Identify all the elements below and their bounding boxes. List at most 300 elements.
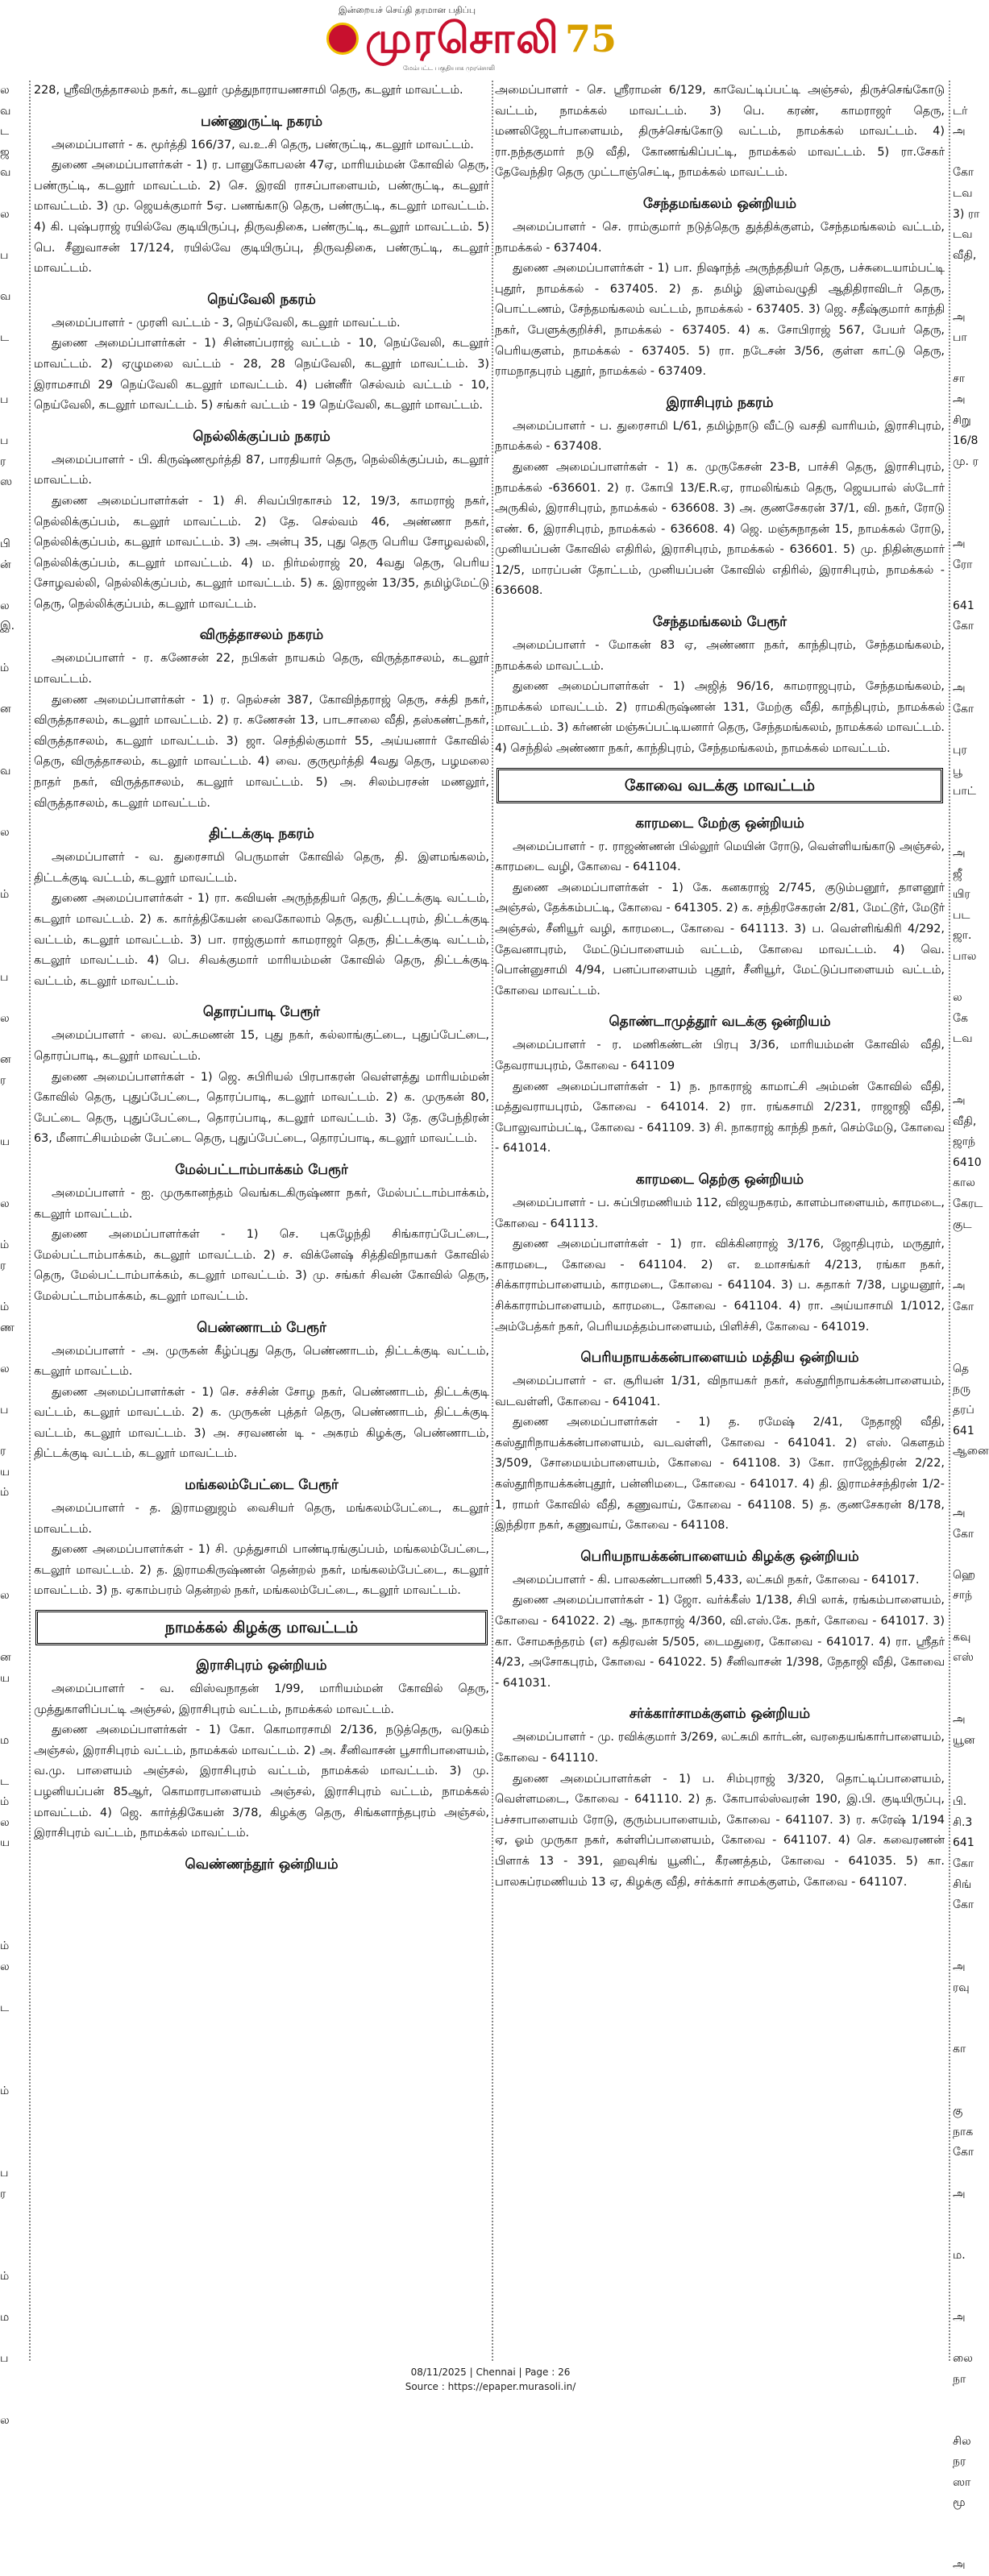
body-paragraph: துணை அமைப்பாளர்கள் - 1) ரா. கவியன் அருந்ததியர் தெரு, திட்டக்குடி வட்டம், கடலூர் மாவட்டம். 2) க. கார்த்திகேயன் வைகோலாம் தெரு, வதிட்டபுரம், திட்டக்குடி வட்டம், கடலூர் மாவட்டம். 3) பா. ராஜ்குமார் காமராஜர் தெரு, திட்டக்குடி வட்டம், கடலூர் மாவட்டம். 4) பெ. சிவக்குமார் மாரியம்மன் கோவில் தெரு, திட்டக்குடி வட்டம், கடலூர் மாவட்டம்.	[34, 892, 489, 988]
clipped-text-fragment: சிங்	[953, 1877, 972, 1891]
clipped-text-fragment: எஸ்	[953, 1651, 974, 1665]
clipped-text-fragment: வ	[0, 166, 11, 180]
footer-source-line: Source : https://epaper.murasoli.in/	[405, 2381, 576, 2392]
clipped-text-fragment: வ	[0, 104, 11, 118]
body-paragraph: அமைப்பாளர் - பி. கிருஷ்ணமூர்த்தி 87, பாரதியார் தெரு, நெல்லிக்குப்பம், கடலூர் மாவட்டம்.	[34, 453, 489, 487]
body-paragraph: அமைப்பாளர் - மோகன் 83 ஏ, அண்ணா நகர், காந்திபுரம், சேந்தமங்கலம், நாமக்கல் மாவட்டம்.	[495, 639, 945, 673]
clipped-text-fragment	[953, 513, 981, 534]
clipped-text-fragment: கவு	[953, 1630, 971, 1644]
clipped-text-fragment: கோ	[953, 702, 974, 716]
body-paragraph: துணை அமைப்பாளர்கள் - 1) ஜெ. சுபிரியல் பிரபாகரன் வெள்ளத்து மாரியம்மன் கோவில் தெரு, புதுப்பேட்டை, தொரப்பாடி, கடலூர் மாவட்டம். 2) க. முருகன் 80, பேட்டை தெரு, புதுப்பேட்டை, தொரப்பாடி, கடலூர் மாவட்டம். 3) தே. குபேந்திரன் 63, மீனாட்சியம்மன் பேட்டை தெரு, புதுப்பேட்டை, தொரப்பாடி, கடலூர் மாவட்டம்.	[34, 1070, 489, 1146]
clipped-text-fragment	[953, 1256, 981, 1277]
clipped-text-fragment	[0, 1689, 26, 1710]
clipped-text-fragment: ன்	[0, 558, 11, 571]
body-paragraph: துணை அமைப்பாளர்கள் - 1) சின்னப்பராஜ் வட்டம் - 10, நெய்வேலி, கடலூர் மாவட்டம். 2) ஏழுமலை வட்டம் - 28, 28 நெய்வேலி, கடலூர் மாவட்டம். 3) இராமசாமி 29 நெய்வேலி கடலூர் மாவட்டம். 4) பன்னீர் செல்வம் வட்டம் - 10, நெய்வேலி, கடலூர் மாவட்டம். 5) சங்கர் வட்டம் - 19 நெய்வேலி, கடலூர் மாவட்டம்.	[34, 337, 489, 413]
clipped-text-fragment: ன	[0, 1052, 11, 1066]
clipped-text-fragment	[0, 1895, 26, 1916]
column-divider	[949, 81, 950, 2361]
clipped-text-fragment	[0, 803, 26, 823]
body-paragraph: அமைப்பாளர் - கி. பாலகண்டபாணி 5,433, லட்சுமி நகர், கோவை - 641017.	[513, 1573, 920, 1587]
section-heading: சர்க்கார்சாமக்குளம் ஒன்றியம்	[629, 1706, 811, 1723]
section-heading: பெண்ணாடம் பேரூர்	[197, 1319, 326, 1336]
clipped-text-fragment: கோ	[953, 1527, 974, 1541]
clipped-text-fragment	[0, 493, 26, 514]
body-paragraph: துணை அமைப்பாளர்கள் - 1) ப. சிம்புராஜ் 3/320, தொட்டிப்பாளையம், வெள்ளமடை, கோவை - 641110. 2) த. கோபால்ஸ்வரன் 190, இ.பி. குடியிருப்பு, பச்சாபாளையம் ரோடு, குரும்பபாளையம், கோவை - 641107. 3) ர. சுரேஷ் 1/194 ஏ, ஓம் முருகா நகர், கள்ளிப்பாளையம், கோவை - 641107. 4) செ. கவைரணன் பிளாக் 13 - 391, ஹவுசிங் யூனிட், கீரணத்தம், கோவை - 641035. 5) கா. பாலசுப்ரமணியம் 13 ஏ, கிழக்கு வீதி, சர்க்கார் சாமக்குளம், கோவை - 641107.	[495, 1772, 945, 1889]
clipped-text-fragment	[0, 2039, 26, 2060]
clipped-text-fragment: ப	[0, 2166, 9, 2180]
clipped-text-fragment: ம்	[0, 1939, 10, 1953]
clipped-text-fragment: 6410	[953, 1155, 982, 1169]
clipped-text-fragment: நரு	[953, 1383, 970, 1396]
clipped-text-fragment	[953, 2288, 981, 2308]
body-paragraph: அமைப்பாளர் - க. மூர்த்தி 166/37, வ.உ.சி தெரு, பண்ருட்டி, கடலூர் மாவட்டம்.	[52, 138, 474, 151]
clipped-text-fragment	[0, 1875, 26, 1896]
clipped-text-fragment	[953, 720, 981, 740]
logo-emblem-icon	[326, 23, 359, 55]
clipped-text-fragment	[953, 968, 981, 989]
clipped-text-fragment	[0, 225, 26, 246]
clipped-text-fragment: ஜா.	[953, 929, 972, 943]
clipped-text-fragment: அ	[953, 392, 966, 406]
clipped-text-fragment	[953, 472, 981, 493]
clipped-text-fragment: அ	[953, 2311, 966, 2325]
body-paragraph: அமைப்பாளர் - செ. ஸ்ரீராமன் 6/129, காவேட்டிப்பட்டி அஞ்சல், திருச்செங்கோடு வட்டம், நாமக்கல் மாவட்டம். 3) பெ. கரண், காமராஜர் தெரு, மணலிஜேடர்பாளையம், திருச்செங்கோடு வட்டம், நாமக்கல் மாவட்டம். 4) ரா.நந்தகுமார் நடு வீதி, கோணங்கிப்பட்டி, நாமக்கல் மாவட்டம். 5) ரா.சேகர் தேவேந்திர தெரு முட்டாஞ்செட்டி, நாமக்கல் மாவட்டம்.	[495, 84, 945, 180]
clipped-text-fragment	[0, 2060, 26, 2081]
clipped-text-fragment: ய	[0, 1465, 10, 1479]
clipped-text-fragment: ம்	[0, 1795, 10, 1809]
clipped-text-fragment: கோ	[953, 1898, 974, 1912]
section-heading: பெரியநாயக்கன்பாளையம் மத்திய ஒன்றியம்	[580, 1350, 859, 1367]
clipped-text-fragment	[0, 637, 26, 658]
clipped-text-fragment	[953, 2535, 981, 2556]
clipped-text-fragment: மூ	[953, 2496, 966, 2510]
clipped-text-fragment: டவ	[953, 1032, 973, 1046]
clipped-text-fragment	[0, 1628, 26, 1649]
clipped-text-fragment	[0, 1421, 26, 1442]
clipped-text-fragment	[953, 2019, 981, 2040]
clipped-text-fragment	[0, 1276, 26, 1297]
body-paragraph: துணை அமைப்பாளர்கள் - 1) ர. நெல்சன் 387, கோவிந்தராஜ் தெரு, சக்தி நகர், விருத்தாசலம், கடலூர் மாவட்டம். 2) ர. கணேசன் 13, பாடசாலை வீதி, தஸ்கண்ட்நகர், விருத்தாசலம், கடலூர் மாவட்டம். 3) ஜா. செந்தில்குமார் 55, அய்யனார் கோவில் தெரு, விருத்தாசலம், கடலூர் மாவட்டம். 4) வை. குருமூர்த்தி 4வது தெரு, பழமலை நாதர் நகர், விருத்தாசலம், கடலூர் மாவட்டம். 5) அ. சிலம்பரசன் மணலூர், விருத்தாசலம், கடலூர் மாவட்டம்.	[34, 693, 489, 810]
clipped-text-fragment	[953, 2081, 981, 2102]
clipped-text-fragment: சிறு	[953, 413, 971, 427]
masthead-tagline: இன்றையச் செய்தி தரமான பதிப்பு	[339, 5, 476, 15]
clipped-text-fragment	[953, 1071, 981, 1092]
clipped-text-fragment: சி.3	[953, 1815, 973, 1829]
clipped-text-fragment	[0, 2122, 26, 2143]
clipped-text-fragment: ம்	[0, 888, 10, 902]
clipped-text-fragment: ஸ	[0, 475, 13, 489]
clipped-text-fragment	[0, 1091, 26, 1112]
clipped-text-fragment: புர	[953, 744, 967, 757]
clipped-text-fragment	[953, 1689, 981, 1710]
clipped-text-fragment	[0, 1524, 26, 1545]
clipped-text-fragment: நா	[953, 2372, 966, 2386]
clipped-text-fragment	[953, 2225, 981, 2246]
clipped-text-fragment	[953, 1669, 981, 1690]
clipped-text-fragment: ரோ	[953, 558, 973, 571]
body-paragraph: துணை அமைப்பாளர்கள் - 1) சி. முத்துசாமி பாண்டிரங்குப்பம், மங்கலம்பேட்டை, கடலூர் மாவட்டம். 2) த. இராமகிருஷ்ணன் தென்றல் நகர், மங்கலம்பேட்டை, கடலூர் மாவட்டம். 3) ந. ஏகாம்பரம் தென்றல் நகர், மங்கலம்பேட்டை, கடலூர் மாவட்டம்.	[34, 1543, 489, 1598]
clipped-text-fragment: பால	[953, 949, 977, 963]
clipped-text-fragment: ரவு	[953, 1981, 970, 1994]
clipped-text-fragment: அ	[953, 1712, 966, 1726]
clipped-text-fragment: பூ	[953, 764, 962, 778]
clipped-text-fragment: சில	[953, 2434, 971, 2448]
page-footer	[0, 2365, 981, 2394]
body-paragraph: துணை அமைப்பாளர்கள் - 1) ந. நாகராஜ் காமாட்சி அம்மன் கோவில் வீதி, மத்துவராயபுரம், கோவை - 641014. 2) ரா. ரங்கசாமி 2/231, ராஜாஜி வீதி, போலுவாம்பட்டி, கோவை - 641109. 3) சி. நாகராஜ் காந்தி நகர், செம்மேடு, கோவை - 641014.	[495, 1080, 945, 1155]
clipped-text-fragment: ல	[0, 1589, 10, 1603]
clipped-text-fragment	[953, 1318, 981, 1339]
clipped-text-fragment	[0, 1710, 26, 1731]
clipped-text-fragment: ம	[0, 1733, 10, 1747]
body-paragraph: அமைப்பாளர் - எ. சூரியன் 1/31, விநாயகர் நகர், கஸ்தூரிநாயக்கன்பாளையம், வடவள்ளி, கோவை - 641041.	[495, 1375, 945, 1408]
column-divider	[492, 81, 493, 2361]
clipped-text-fragment: ர	[0, 2187, 6, 2201]
clipped-text-fragment: ல	[0, 1362, 10, 1375]
clipped-text-fragment	[953, 1998, 981, 2019]
clipped-text-fragment	[0, 782, 26, 803]
clipped-text-fragment	[953, 658, 981, 679]
clipped-text-fragment: ய	[0, 1836, 10, 1850]
clipped-text-fragment	[953, 1483, 981, 1504]
clipped-text-fragment: ம்	[0, 2084, 10, 2097]
clipped-text-fragment: லை	[953, 2352, 973, 2366]
clipped-text-fragment	[0, 2101, 26, 2122]
clipped-text-fragment: 641	[953, 1836, 974, 1850]
clipped-text-fragment	[953, 81, 981, 102]
clipped-text-fragment: அ	[953, 846, 966, 860]
body-paragraph: அமைப்பாளர் - அ. முருகன் கீழ்ப்புது தெரு, பெண்ணாடம், திட்டக்குடி வட்டம், கடலூர் மாவட்டம்.	[34, 1344, 489, 1379]
clipped-text-fragment: ய	[0, 1671, 10, 1685]
clipped-text-fragment: ப	[0, 434, 9, 448]
clipped-text-fragment: வீதி,	[953, 248, 977, 262]
clipped-text-fragment	[953, 287, 981, 308]
clipped-text-fragment: வ	[0, 289, 11, 303]
clipped-text-fragment	[0, 1215, 26, 1236]
clipped-text-fragment	[953, 1338, 981, 1359]
clipped-text-fragment	[953, 2267, 981, 2288]
clipped-text-fragment: ட	[0, 331, 10, 345]
clipped-text-fragment	[953, 2060, 981, 2081]
clipped-text-fragment	[0, 865, 26, 886]
masthead-subtag: மேம்பட்ட பகுதியாக முரசொலி	[403, 64, 496, 72]
body-paragraph: துணை அமைப்பாளர்கள் - 1) ர. பானுகோபலன் 47ஏ, மாரியம்மன் கோவில் தெரு, பண்ருட்டி, கடலூர் மாவட்டம். 2) செ. இரவி ராசப்பாளையம், பண்ருட்டி, கடலூர் மாவட்டம். 3) மு. ஜெயக்குமார் 5ஏ. பணங்காடு தெரு, பண்ருட்டி, கடலூர் மாவட்டம். 4) கி. புஷ்பராஜ் ரயில்வே குடியிருப்பு, திருவதிகை, பண்ருட்டி, கடலூர் மாவட்டம். 5) பெ. சீனுவாசன் 17/124, ரயில்வே குடியிருப்பு, திருவதிகை, பண்ருட்டி, கடலூர் மாவட்டம்.	[34, 159, 489, 276]
clipped-text-fragment	[0, 844, 26, 865]
clipped-text-fragment	[0, 1854, 26, 1875]
clipped-text-fragment: கேரட	[953, 1197, 983, 1211]
clipped-text-fragment: கோ	[953, 2146, 974, 2159]
clipped-text-fragment	[953, 2205, 981, 2225]
clipped-text-fragment: அ	[953, 537, 966, 551]
clipped-text-fragment	[953, 2411, 981, 2432]
clipped-text-fragment	[0, 1751, 26, 1772]
section-heading: நெல்லிக்குப்பம் நகரம்	[193, 428, 330, 445]
section-heading: சேந்தமங்கலம் ஒன்றியம்	[642, 195, 797, 212]
clipped-text-fragment	[0, 947, 26, 968]
article-column-1	[34, 81, 489, 2361]
clipped-text-fragment: வ	[0, 764, 11, 778]
clipped-text-fragment	[0, 740, 26, 761]
body-paragraph: துணை அமைப்பாளர்கள் - 1) த. ரமேஷ் 2/41, நேதாஜி வீதி, கஸ்தூரிநாயக்கன்பாளையம், வடவள்ளி, கோவை - 641041. 2) எஸ். கௌதம் 3/509, சோமையம்பாளையம், கோவை - 641108. 3) கோ. ராஜேந்திரன் 2/22, கஸ்தூரிநாயக்கன்புதூர், பன்னிமடை, கோவை - 641017. 4) தி. இராமச்சந்திரன் 1/2-1, ராமர் கோவில் வீதி, கணுவாய், கோவை - 641108. 5) த. குணசேகரன் 8/178, இந்திரா நகர், கணுவாய், கோவை - 641108.	[495, 1416, 945, 1533]
section-heading: சேந்தமங்கலம் பேரூர்	[652, 614, 787, 631]
clipped-text-fragment	[953, 349, 981, 370]
clipped-text-fragment	[953, 2163, 981, 2184]
clipped-text-fragment: சாந்	[953, 1589, 973, 1603]
clipped-text-fragment	[0, 369, 26, 390]
clipped-text-fragment: அ	[953, 682, 966, 695]
clipped-text-fragment: ர	[0, 1259, 6, 1272]
clipped-text-fragment	[0, 1566, 26, 1587]
clipped-text-fragment: டர்	[953, 104, 968, 118]
clipped-text-fragment: ஆனை	[953, 1445, 989, 1458]
clipped-text-fragment	[0, 720, 26, 740]
body-paragraph: துணை அமைப்பாளர்கள் - 1) க. முருகேசன் 23-B, பாச்சி தெரு, இராசிபுரம், நாமக்கல் -636601. 2) ர. கோபி 13/E.R.ஏ, ராமலிங்கம் தெரு, ஜெயபால் ஸ்டோர் அருகில், இராசிபுரம், நாமக்கல் - 636608. 3) அ. குணசேகரன் 37/1, வி. நகர், ரோடு எண். 6, இராசிபுரம், நாமக்கல் - 636608. 4) ஜெ. மஞ்சுநாதன் 15, நாமக்கல் ரோடு, முனியப்பன் கோவில் எதிரில், இராசிபுரம், நாமக்கல் - 636601. 5) மு. நிதின்குமார் 12/5, மாரப்பன் தோட்டம், முனியப்பன் கோவில் எதிரில், இராசிபுரம், நாமக்கல் - 636608.	[495, 460, 945, 598]
body-paragraph: அமைப்பாளர் - ப. துரைசாமி L/61, தமிழ்நாடு வீட்டு வசதி வாரியம், இராசிபுரம், நாமக்கல் - 637408.	[495, 419, 945, 454]
clipped-text-fragment	[0, 575, 26, 596]
clipped-text-fragment: ர	[0, 1445, 6, 1458]
clipped-text-fragment	[0, 1978, 26, 1999]
clipped-text-fragment	[0, 1916, 26, 1937]
clipped-text-fragment: ல	[0, 1011, 10, 1025]
clipped-text-fragment: பாட்	[953, 785, 976, 799]
clipped-text-fragment: ட	[0, 125, 10, 139]
clipped-text-fragment: 16/8	[953, 434, 979, 448]
section-heading: திட்டக்குடி நகரம்	[209, 826, 314, 843]
clipped-text-fragment: ம்	[0, 1238, 10, 1252]
clipped-text-fragment: ன	[0, 702, 11, 716]
section-heading: இராசிபுரம் ஒன்றியம்	[196, 1657, 327, 1674]
clipped-text-fragment: கோ	[953, 620, 974, 633]
logo-anniversary: 75	[565, 17, 617, 60]
body-paragraph: அமைப்பாளர் - மு. ரவிக்குமார் 3/269, லட்சுமி கார்டன், வரதையங்கார்பாளையம், கோவை - 641110.	[495, 1731, 945, 1765]
clipped-text-fragment: டவ	[953, 186, 973, 200]
clipped-text-fragment: தெ	[953, 1362, 970, 1375]
clipped-text-fragment	[0, 1153, 26, 1174]
clipped-text-fragment: ர	[0, 1073, 6, 1087]
clipped-text-fragment: ல	[0, 1197, 10, 1211]
clipped-text-fragment: கோ	[953, 166, 974, 180]
clipped-text-fragment	[953, 266, 981, 287]
clipped-text-fragment: 641	[953, 599, 974, 612]
clipped-text-fragment	[953, 637, 981, 658]
clipped-text-fragment	[0, 2246, 26, 2267]
section-heading: தொரப்பாடி பேரூர்	[202, 1004, 321, 1021]
section-heading: காரமடை தெற்கு ஒன்றியம்	[635, 1171, 804, 1188]
body-paragraph: துணை அமைப்பாளர்கள் - 1) கே. கனகராஜ் 2/745, குடும்பனூர், தாளனூர் அஞ்சல், தேக்கம்பட்டி, கோவை - 641305. 2) க. சந்திரசேகரன் 2/81, மேட்டூர், மேடூர் அஞ்சல், சீனியூர் வழி, காரமடை, கோவை - 641113. 3) ப. வெள்ளிங்கிரி 4/292, தேவனாபுரம், மேட்டுப்பாளையம் வட்டம், கோவை மாவட்டம். 4) வெ. பொன்னுசாமி 4/94, பனப்பாளையம் புதூர், சீனியூர், மேட்டுப்பாளையம் வட்டம், கோவை மாவட்டம்.	[495, 881, 945, 998]
clipped-text-fragment: பட	[953, 908, 970, 922]
clipped-text-fragment: ல	[0, 1815, 10, 1829]
clipped-text-fragment: அ	[953, 125, 966, 139]
body-paragraph: துணை அமைப்பாளர்கள் - 1) ரா. விக்கினராஜ் 3/176, ஜோதிபுரம், மருதூர், காரமடை, கோவை - 641104. 2) எ. உமாசங்கர் 4/213, ரங்கா நகர், சிக்காராம்பாளையம், காரமடை, கோவை - 641104. 3) ப. சுதாகர் 7/38, பழயனூர், சிக்காராம்பாளையம், காரமடை, கோவை - 641104. 4) ரா. அய்யாசாமி 1/1012, அம்பேத்கர் நகர், பெரியமத்தம்பாளையம், பிளிச்சி, கோவை - 641019.	[495, 1238, 945, 1334]
clipped-text-fragment	[0, 2143, 26, 2163]
district-banner: நாமக்கல் கிழக்கு மாவட்டம்	[35, 1610, 488, 1645]
body-paragraph: துணை அமைப்பாளர்கள் - 1) பா. நிஷாந்த் அருந்ததியர் தெரு, பச்சுடையாம்பட்டி புதூர், நாமக்கல் - 637405. 2) த. தமிழ் இளம்வழுதி ஆதிதிராவிடர் தெரு, பொட்டணம், சேந்தமங்கலம் வட்டம், நாமக்கல் - 637405. 3) ஜெ. சதீஷ்குமார் காந்தி நகர், பேளுக்குறிச்சி, நாமக்கல் - 637405. 4) க. சோபிராஜ் 567, பேயர் தெரு, பெரியகுளம், நாமக்கல் - 637405. 5) ரா. நடேசன் 3/56, குள்ள காட்டு தெரு, ராமநாதபுரம் புதூர், நாமக்கல் - 637409.	[495, 262, 945, 379]
body-paragraph: துணை அமைப்பாளர்கள் - 1) அஜித் 96/16, காமராஜபுரம், சேந்தமங்கலம், நாமக்கல் மாவட்டம். 2) ராமகிருஷ்ணன் 131, மேற்கு வீதி, காந்திபுரம், நாமக்கல் மாவட்டம். 3) கர்ணன் மஞ்சுப்பட்டியனார் தெரு, சேந்தமங்கலம், நாமக்கல் மாவட்டம். 4) செந்தில் அண்ணா நகர், காந்திபுரம், சேந்தமங்கலம், நாமக்கல் மாவட்டம்.	[495, 680, 945, 756]
clipped-text-fragment	[953, 143, 981, 164]
clipped-text-fragment: ல	[0, 599, 10, 612]
clipped-text-fragment: ன	[0, 1651, 11, 1665]
clipped-text-fragment: கா	[953, 2043, 966, 2056]
body-paragraph: அமைப்பாளர் - ர. ராஜண்ணன் பில்லூர் மெயின் ரோடு, வெள்ளியங்காடு அஞ்சல், காரமடை வழி, கோவை - 641104.	[495, 840, 945, 874]
clipped-text-fragment: ல	[953, 991, 962, 1005]
clipped-text-fragment	[953, 1050, 981, 1071]
clipped-text-fragment	[953, 1916, 981, 1937]
clipped-text-fragment	[953, 2514, 981, 2535]
clipped-text-fragment: கோ	[953, 1857, 974, 1871]
clipped-text-fragment	[953, 1936, 981, 1957]
district-banner: கோவை வடக்கு மாவட்டம்	[497, 768, 943, 803]
clipped-text-fragment: அ	[953, 1506, 966, 1520]
clipped-text-fragment: பி.	[953, 1795, 967, 1809]
masthead	[0, 0, 981, 74]
clipped-text-fragment: ப	[0, 970, 9, 984]
body-paragraph: அமைப்பாளர் - ப. சுப்பிரமணியம் 112, விஜயநகரம், காளம்பாளையம், காரமடை, கோவை - 641113.	[495, 1196, 945, 1230]
clipped-text-fragment: ஜ	[0, 145, 10, 159]
clipped-text-fragment: 3) ரா	[953, 207, 980, 221]
clipped-text-fragment	[0, 1338, 26, 1359]
body-paragraph: அமைப்பாளர் - முரளி வட்டம் - 3, நெய்வேலி, கடலூர் மாவட்டம்.	[52, 316, 401, 330]
clipped-text-fragment: அ	[953, 1094, 966, 1108]
clipped-text-fragment: ம்	[0, 2269, 10, 2283]
clipped-text-fragment: சா	[953, 372, 966, 386]
clipped-text-fragment: அ	[953, 2558, 966, 2572]
clipped-text-fragment: நர	[953, 2455, 966, 2469]
clipped-text-fragment: குட	[953, 1217, 972, 1231]
body-paragraph: துணை அமைப்பாளர்கள் - 1) செ. புகழேந்தி சிங்காரப்பேட்டை, மேல்பட்டாம்பாக்கம், கடலூர் மாவட்டம். 2) ச. விக்னேஷ் சித்திவிநாயகர் கோவில் தெரு, மேல்பட்டாம்பாக்கம், கடலூர் மாவட்டம். 3) மு. சங்கர் சிவன் கோவில் தெரு, மேல்பட்டாம்பாக்கம், கடலூர் மாவட்டம்.	[34, 1228, 489, 1303]
clipped-text-fragment: ம்	[0, 1486, 10, 1500]
clipped-text-fragment: நாக	[953, 2125, 974, 2138]
clipped-text-fragment	[0, 2225, 26, 2246]
clipped-text-fragment: மு. ர	[953, 454, 979, 468]
clipped-text-fragment: ண	[0, 1321, 15, 1334]
section-heading: நெய்வேலி நகரம்	[207, 291, 316, 308]
clipped-text-fragment	[0, 349, 26, 370]
clipped-text-fragment: அ	[953, 2187, 966, 2201]
clipped-text-fragment	[0, 1504, 26, 1524]
clipped-text-fragment	[0, 308, 26, 329]
section-heading: பெரியநாயக்கன்பாளையம் கிழக்கு ஒன்றியம்	[580, 1548, 859, 1565]
column-divider	[29, 81, 31, 2361]
clipped-text-fragment	[953, 1545, 981, 1566]
clipped-text-fragment: ட	[0, 1774, 10, 1788]
section-heading: வெண்ணந்தூர் ஒன்றியம்	[185, 1856, 339, 1873]
body-paragraph: அமைப்பாளர் - வை. லட்சுமணன் 15, புது நகர், கல்லாங்குட்டை, புதுப்பேட்டை, தொரப்பாடி, கடலூர் மாவட்டம்.	[34, 1029, 489, 1063]
section-heading: இராசிபுரம் நகரம்	[666, 394, 774, 411]
body-paragraph: அமைப்பாளர் - ர. கணேசன் 22, நபிகள் நாயகம் தெரு, விருத்தாசலம், கடலூர் மாவட்டம்.	[34, 652, 489, 687]
clipped-text-fragment: ல	[0, 207, 10, 221]
clipped-text-fragment	[0, 1112, 26, 1133]
clipped-text-fragment: ர	[0, 454, 6, 468]
clipped-text-fragment	[0, 1029, 26, 1050]
clipped-text-fragment	[953, 2329, 981, 2350]
clipped-text-fragment	[953, 1772, 981, 1793]
clipped-text-fragment	[953, 493, 981, 514]
clipped-text-fragment: இ.	[0, 620, 15, 633]
body-paragraph: அமைப்பாளர் - செ. ராம்குமார் நடுத்தெரு துத்திக்குளம், சேந்தமங்கலம் வட்டம், நாமக்கல் - 637404.	[495, 220, 945, 255]
clipped-text-fragment: யூன	[953, 1733, 975, 1747]
clipped-text-fragment: யிர	[953, 888, 970, 902]
clipped-text-fragment	[0, 988, 26, 1009]
logo-text: முரசொலி	[365, 14, 560, 63]
body-paragraph: அமைப்பாளர் - ர. மணிகண்டன் பிரபு 3/36, மாரியம்மன் கோவில் வீதி, தேவராயபுரம், கோவை - 641109	[495, 1039, 945, 1072]
clipped-text-fragment: ய	[0, 1135, 10, 1149]
clipped-text-fragment	[0, 411, 26, 432]
body-paragraph: அமைப்பாளர் - வ. விஸ்வநாதன் 1/99, மாரியம்மன் கோவில் தெரு, முத்துகாளிப்பட்டி அஞ்சல், இராசிபுரம் வட்டம், நாமக்கல் மாவட்டம்.	[34, 1682, 489, 1716]
clipped-text-fragment	[0, 1379, 26, 1400]
clipped-text-fragment	[0, 184, 26, 205]
body-paragraph: அமைப்பாளர் - த. இராமனுஜம் வைசியர் தெரு, மங்கலம்பேட்டை, கடலூர் மாவட்டம்.	[34, 1502, 489, 1536]
clipped-text-fragment: பா	[953, 331, 967, 345]
clipped-text-fragment: ம	[0, 2311, 10, 2325]
clipped-text-fragment: ம்	[0, 661, 10, 674]
clipped-text-fragment: கே	[953, 1011, 968, 1025]
body-paragraph: துணை அமைப்பாளர்கள் - 1) சி. சிவப்பிரகாசம் 12, 19/3, காமராஜ் நகர், நெல்லிக்குப்பம், கடலூர் மாவட்டம். 2) தே. செல்வம் 46, அண்ணா நகர், நெல்லிக்குப்பம், கடலூர் மாவட்டம். 3) அ. அன்பு 35, புது தெரு பெரிய சோழவல்லி, நெல்லிக்குப்பம், கடலூர் மாவட்டம். 4) ம. நிர்மல்ராஜ் 20, 4வது தெரு, பெரிய சோழவல்லி, நெல்லிக்குப்பம், கடலூர் மாவட்டம். 5) க. இராஜன் 13/35, தமிழ்மேட்டு தெரு, நெல்லிக்குப்பம், கடலூர் மாவட்டம்.	[34, 494, 489, 611]
clipped-text-fragment	[953, 1235, 981, 1256]
clipped-text-fragment: ட	[0, 2001, 10, 2015]
clipped-text-fragment: கு	[953, 2105, 963, 2118]
clipped-text-fragment: ம்	[0, 1300, 10, 1314]
clipped-text-fragment: ஜீ	[953, 867, 962, 881]
clipped-text-fragment: ப	[0, 248, 9, 262]
clipped-text-fragment: அ	[953, 1960, 966, 1974]
body-paragraph: துணை அமைப்பாளர்கள் - 1) கோ. கொமாரசாமி 2/136, நடுத்தெரு, வடுகம் அஞ்சல், இராசிபுரம் வட்டம், நாமக்கல் மாவட்டம். 2) அ. சீனிவாசன் பூசாரிபாளையம், வ.மு. பாளையம் அஞ்சல், இராசிபுரம் வட்டம், நாமக்கல் மாவட்டம். 3) மு. பழனியப்பன் 85ஆர், கொமாரபாளையம் அஞ்சல், இராசிபுரம் வட்டம், நாமக்கல் மாவட்டம். 4) ஜெ. கார்த்திகேயன் 3/78, கிழக்கு தெரு, சிங்களாந்தபுரம் அஞ்சல், இராசிபுரம் வட்டம், நாமக்கல் மாவட்டம்.	[34, 1724, 489, 1840]
clipped-text-fragment: டவ	[953, 228, 973, 242]
clipped-text-fragment	[0, 1607, 26, 1628]
body-paragraph: 228, ஸ்ரீவிருத்தாசலம் நகர், கடலூர் முத்துநாராயணசாமி தெரு, கடலூர் மாவட்டம்.	[34, 84, 463, 97]
clipped-text-fragment	[0, 906, 26, 927]
clipped-text-fragment: அ	[953, 1280, 966, 1293]
section-heading: விருத்தாசலம் நகரம்	[199, 627, 324, 644]
clipped-text-fragment	[0, 2019, 26, 2040]
clipped-text-fragment: பி	[0, 537, 10, 551]
right-edge-column	[953, 81, 989, 2572]
clipped-text-fragment: ல	[0, 2414, 10, 2428]
body-paragraph: துணை அமைப்பாளர்கள் - 1) செ. சச்சின் சோழ நகர், பெண்ணாடம், திட்டக்குடி வட்டம், கடலூர் மாவட்டம். 2) க. முருகன் புத்தர் தெரு, பெண்ணாடம், திட்டக்குடி வட்டம், கடலூர் மாவட்டம். 3) அ. சரவணன் டி - அகரம் கிழக்கு, பெண்ணாடம், திட்டக்குடி வட்டம், கடலூர் மாவட்டம்.	[34, 1385, 489, 1461]
clipped-text-fragment: ல	[0, 826, 10, 840]
clipped-text-fragment	[0, 513, 26, 534]
clipped-text-fragment: அ	[953, 310, 966, 324]
clipped-text-fragment	[0, 1173, 26, 1194]
body-paragraph: அமைப்பாளர் - வ. துரைசாமி பெருமாள் கோவில் தெரு, தி. இளமங்கலம், திட்டக்குடி வட்டம், கடலூர் மாவட்டம்.	[34, 851, 489, 885]
clipped-text-fragment: ப	[0, 1404, 9, 1417]
section-heading: பண்ணுருட்டி நகரம்	[200, 113, 323, 130]
clipped-text-fragment: ல	[0, 84, 10, 97]
clipped-text-fragment: ல	[0, 1960, 10, 1974]
clipped-text-fragment	[953, 823, 981, 844]
clipped-text-fragment	[0, 2205, 26, 2225]
clipped-text-fragment	[953, 575, 981, 596]
body-paragraph: அமைப்பாளர் - ஐ. முருகானந்தம் வெங்கடகிருஷ்ணா நகர், மேல்பட்டாம்பாக்கம், கடலூர் மாவட்டம்.	[34, 1186, 489, 1221]
clipped-text-fragment	[0, 2288, 26, 2308]
left-edge-column	[0, 81, 26, 2428]
clipped-text-fragment: ப	[0, 2352, 9, 2366]
section-heading: மேல்பட்டாம்பாக்கம் பேரூர்	[175, 1161, 348, 1178]
clipped-text-fragment	[0, 1545, 26, 1566]
clipped-text-fragment: ஜாந்	[953, 1135, 975, 1149]
clipped-text-fragment: தரப்	[953, 1404, 974, 1417]
section-heading: காரமடை மேற்கு ஒன்றியம்	[635, 815, 804, 832]
clipped-text-fragment	[0, 678, 26, 699]
clipped-text-fragment	[0, 266, 26, 287]
clipped-text-fragment	[953, 1607, 981, 1628]
clipped-text-fragment	[0, 2329, 26, 2350]
clipped-text-fragment: ஸா	[953, 2475, 971, 2489]
article-column-2	[495, 81, 945, 2361]
clipped-text-fragment: வீதி,	[953, 1114, 977, 1128]
clipped-text-fragment: 641	[953, 1424, 974, 1437]
clipped-text-fragment	[953, 803, 981, 823]
clipped-text-fragment	[953, 1462, 981, 1483]
footer-date-line: 08/11/2025 | Chennai | Page : 26	[410, 2367, 571, 2378]
